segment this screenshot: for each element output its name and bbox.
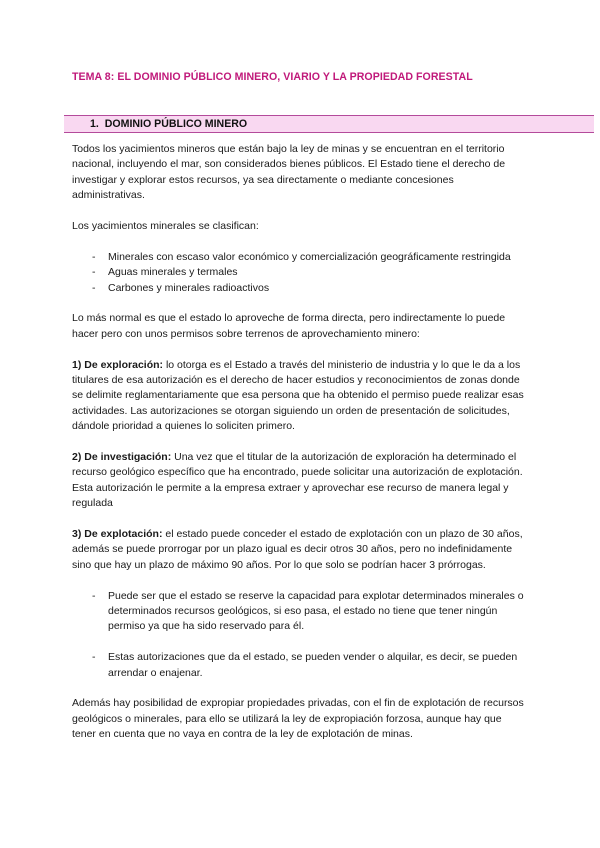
list-item: - Puede ser que el estado se reserve la capacidad para explotar determinados minerales o determinados recursos geológicos, si eso pasa, el estado no tiene que tener ningún permiso ya que ha sido reservado para él.: [72, 589, 528, 635]
document-body: [72, 142, 528, 743]
explotacion-text: el estado puede conceder el estado de explotación con un plazo de 30 años, además se puede prorrogar por un plazo igual es decir otros 30 años, pero no indefinidamente sino que hay un plazo de máximo 90 años. Por lo que solo se podrían hacer 3 prórrogas.: [72, 528, 523, 571]
section-heading: [90, 118, 247, 130]
investigacion-text: Una vez que el titular de la autorización de exploración ha determinado el recurso geológico específico que ha encontrado, puede solicitar una autorización de explotación. Esta autorización le permite a la empresa extraer y aprovechar ese recurso de manera legal y regulada: [72, 451, 523, 510]
exploracion-paragraph: [72, 358, 528, 435]
expropiacion-paragraph: Además hay posibilidad de expropiar propiedades privadas, con el fin de explotación de recursos geológicos o minerales, para ello se utilizará la ley de expropiación forzosa, aunque hay que tener en cuenta que no vaya en contra de la ley de explotación de minas.: [72, 697, 524, 741]
document-title: TEMA 8: EL DOMINIO PÚBLICO MINERO, VIARIO Y LA PROPIEDAD FORESTAL: [72, 71, 473, 83]
list-item: - Carbones y minerales radioactivos: [72, 281, 528, 296]
list-item: - Minerales con escaso valor económico y comercialización geográficamente restringida: [72, 250, 528, 265]
section-heading-text: DOMINIO PÚBLICO MINERO: [104, 118, 248, 130]
section-heading-bar: [64, 115, 594, 133]
direct-use-paragraph: Lo más normal es que el estado lo aproveche de forma directa, pero indirectamente lo puede hacer pero con unos permisos sobre terrenos de aprovechamiento minero:: [72, 312, 506, 340]
investigacion-paragraph: [72, 450, 528, 512]
exploracion-text: lo otorga es el Estado a través del ministerio de industria y lo que le da a los titulares de esa autorización es el derecho de hacer estudios y reconocimientos de zonas donde se delimite reglamentariamente que esa persona que ha obtenido el permiso puede realizar esas actividades. Las autorizaciones se otorgan siguiendo un orden de presentación de solicitudes, dándole prioridad a quienes lo soliciten primero.: [72, 358, 524, 433]
list-item: - Aguas minerales y termales: [72, 265, 528, 280]
explotacion-label: 3) De explotación:: [72, 528, 163, 541]
intro-paragraph: Todos los yacimientos mineros que están bajo la ley de minas y se encuentran en el territorio nacional, incluyendo el mar, son considerados bienes públicos. El Estado tiene el derecho de investigar y explorar estos recursos, ya sea directamente o mediante concesiones administrativas.: [72, 143, 506, 202]
list-spacer: [72, 635, 528, 650]
explotacion-paragraph: [72, 527, 528, 573]
mineral-types-list: [72, 250, 528, 296]
classification-paragraph: Los yacimientos minerales se clasifican:: [72, 220, 259, 233]
exploracion-label: 1) De exploración:: [72, 358, 164, 371]
section-number: 1.: [90, 118, 99, 130]
investigacion-label: 2) De investigación:: [72, 451, 172, 464]
list-item: - Estas autorizaciones que da el estado, se pueden vender o alquilar, es decir, se pueden arrendar o enajenar.: [72, 650, 528, 681]
state-notes-list: [72, 589, 528, 681]
